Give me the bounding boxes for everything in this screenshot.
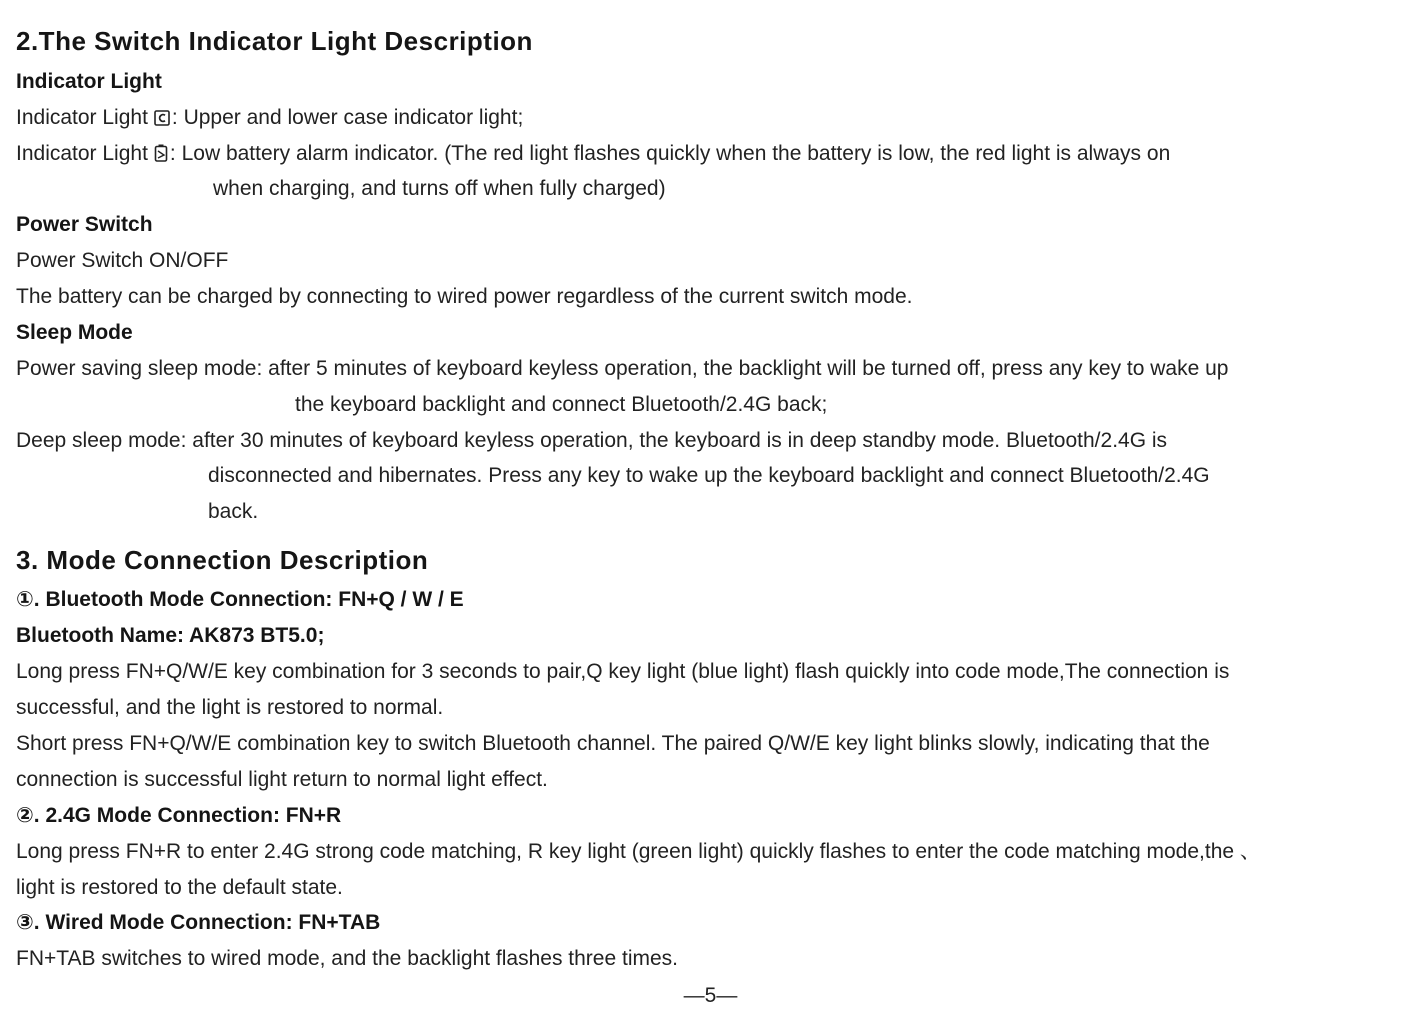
battery-indicator-desc-1: : Low battery alarm indicator. (The red light flashes quickly when the battery is low, the red light is always on (169, 142, 1171, 165)
deep-sleep-desc-1: after 30 minutes of keyboard keyless operation, the keyboard is in deep standby mode. Bluetooth/2.4G is (192, 429, 1168, 452)
power-saving-desc-1: after 5 minutes of keyboard keyless operation, the backlight will be turned off, press any key to wake up (268, 357, 1229, 380)
deep-sleep-desc-3: back. (208, 500, 259, 523)
g24-heading: ②. 2.4G Mode Connection: FN+R (16, 804, 342, 827)
power-switch-line-1: Power Switch ON/OFF (16, 249, 229, 272)
power-saving-label: Power saving sleep mode: (16, 357, 263, 380)
deep-sleep-line-1 (16, 428, 1167, 454)
power-switch-line-2: The battery can be charged by connecting to wired power regardless of the current switch mode. (16, 285, 913, 308)
battery-indicator-line (16, 141, 1170, 169)
bluetooth-name: Bluetooth Name: AK873 BT5.0; (16, 624, 325, 647)
g24-line-1: Long press FN+R to enter 2.4G strong code matching, R key light (green light) quickly flashes to enter the code matching mode,the 、 (16, 840, 1261, 863)
bluetooth-short-press-2: connection is successful light return to normal light effect. (16, 768, 548, 791)
power-switch-heading: Power Switch (16, 213, 153, 236)
wired-line-1: FN+TAB switches to wired mode, and the backlight flashes three times. (16, 947, 678, 970)
battery-indicator-desc-2: when charging, and turns off when fully charged) (213, 177, 666, 200)
battery-indicator-label: Indicator Light (16, 142, 148, 165)
section-2-title: 2.The Switch Indicator Light Description (16, 26, 533, 56)
bluetooth-heading: ①. Bluetooth Mode Connection: FN+Q / W / E (16, 588, 464, 611)
battery-icon (154, 143, 168, 169)
bluetooth-long-press-1: Long press FN+Q/W/E key combination for 3 seconds to pair,Q key light (blue light) flash quickly into code mode,The connection is (16, 660, 1230, 683)
deep-sleep-label: Deep sleep mode: (16, 429, 187, 452)
deep-sleep-desc-2: disconnected and hibernates. Press any key to wake up the keyboard backlight and connect Bluetooth/2.4G (208, 464, 1210, 487)
indicator-light-heading: Indicator Light (16, 70, 162, 93)
caps-indicator-label: Indicator Light (16, 106, 148, 129)
bluetooth-long-press-2: successful, and the light is restored to normal. (16, 696, 444, 719)
g24-line-2: light is restored to the default state. (16, 876, 343, 899)
sleep-mode-heading: Sleep Mode (16, 321, 133, 344)
wired-heading: ③. Wired Mode Connection: FN+TAB (16, 911, 381, 934)
caps-lock-icon (154, 107, 170, 133)
bluetooth-short-press-1: Short press FN+Q/W/E combination key to switch Bluetooth channel. The paired Q/W/E key light blinks slowly, indicating that the (16, 732, 1210, 755)
section-3-title: 3. Mode Connection Description (16, 545, 429, 575)
caps-indicator-line (16, 105, 523, 133)
caps-indicator-desc: : Upper and lower case indicator light; (171, 106, 524, 129)
power-saving-desc-2: the keyboard backlight and connect Bluetooth/2.4G back; (295, 393, 828, 416)
page-number: —5— (683, 984, 738, 1007)
power-saving-line-1 (16, 356, 1228, 382)
